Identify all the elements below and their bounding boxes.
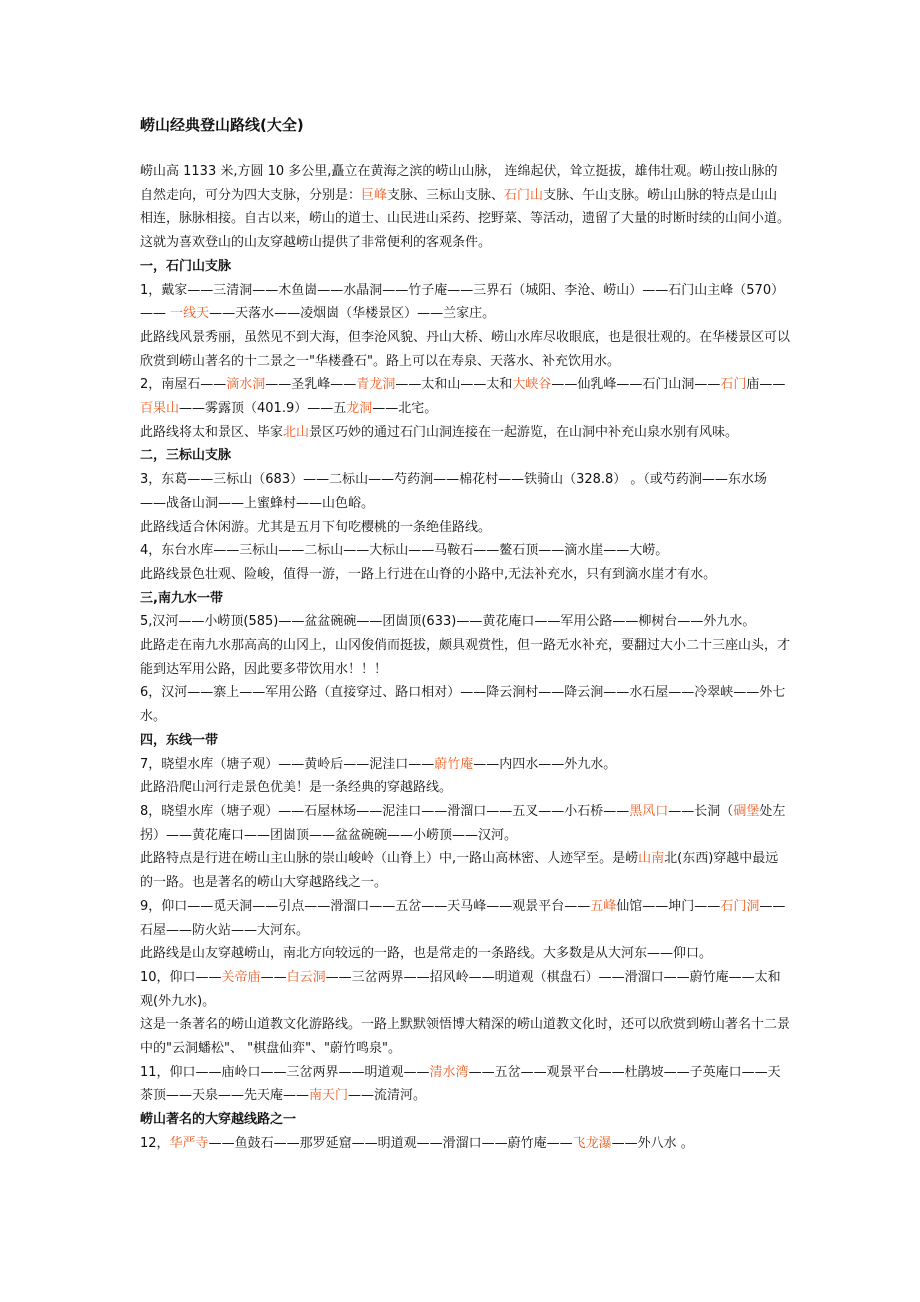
place-name-highlight: 山南: [638, 851, 665, 867]
text-segment: 支脉、午山支脉。崂山山脉的特点是山山相连，脉脉相接。自古以来，崂山的道士、山民进山采药、挖野菜、等活动，遗留了大量的时断时续的山间小道。这就为喜欢登山的山友穿越崂山提供了非常便利的客观条件。: [140, 187, 791, 251]
route-8: [140, 800, 790, 847]
text-segment: ——太和山——太和: [395, 377, 513, 393]
route-3-description: 此路线适合休闲游。尤其是五月下旬吃樱桃的一条绝佳路线。: [140, 519, 492, 535]
route-4-description: 此路线景色壮观、险峻，值得一游，一路上行进在山脊的小路中,无法补充水，只有到滴水崖才有水。: [140, 566, 717, 582]
place-name-highlight: 五峰: [590, 898, 617, 914]
text-segment: 崂山高 1133 米,方圆 10 多公里,矗立在黄海之滨的崂山山脉， 连绵起伏，耸立挺拔，雄伟壮观。崂山按山脉的自然走向，可分为四大支脉，分别是：: [140, 164, 778, 203]
route-9: [140, 895, 790, 942]
route-7-description: 此路沿爬山河行走景色优美！是一条经典的穿越路线。: [140, 780, 453, 796]
text-segment: ——石屋——防火站——大河东。: [140, 898, 786, 938]
text-segment: 支脉、三标山支脉、: [387, 187, 505, 203]
text-segment: ——仙乳峰——石门山洞——: [551, 377, 721, 393]
section-heading-shimenshan: 一，石门山支脉: [140, 258, 232, 274]
route-5-description: 此路走在南九水那高高的山冈上，山冈俊俏而挺拔，颇具观赏性，但一路无水补充，要翻过大小二十三座山头，才能到达军用公路，因此要多带饮用水！！！: [140, 638, 791, 677]
document-title: 崂山经典登山路线(大全): [140, 116, 304, 134]
place-name-highlight: 石门: [720, 377, 747, 393]
text-segment: 8，晓望水库（塘子观）——石屋林场——泥洼口——滑溜口——五叉——小石桥——: [140, 803, 630, 819]
route-4: 4，东台水库——三标山——二标山——大标山——马鞍石——鳌石顶——滴水崖——大崂。: [140, 543, 669, 559]
text-segment: 11，仰口——庙岭口——三岔两界——明道观——: [140, 1064, 430, 1080]
text-segment: ——内四水——外九水。: [473, 756, 617, 772]
route-2-description: [140, 421, 790, 445]
place-name-highlight: 黑风口: [629, 803, 669, 819]
route-10: [140, 966, 790, 1013]
section-heading-east-line: 四，东线一带: [140, 732, 219, 748]
place-name-highlight: 蔚竹庵: [434, 756, 474, 772]
section-heading-nanjiushui: 三,南九水一带: [140, 590, 223, 606]
place-name-highlight: 南天门: [309, 1088, 349, 1104]
text-segment: 北(东西)穿越中最远的一路。也是著名的崂山大穿越路线之一。: [140, 851, 779, 891]
place-name-highlight: 石门洞: [720, 898, 760, 914]
place-name-highlight: 大峡谷: [512, 377, 552, 393]
route-1-description: 此路线风景秀丽，虽然见不到大海，但李沧风貌、丹山大桥、崂山水库尽收眼底，也是很壮观的。在华楼景区可以欣赏到崂山著名的十二景之一"华楼叠石"。路上可以在寿泉、天落水、补充饮用水。: [140, 329, 791, 369]
text-segment: 10，仰口——: [140, 969, 222, 985]
route-5: 5,汉河——小崂顶(585)——盆盆碗碗——团崮顶(633)——黄花庵口——军用公路——柳树台——外九水。: [140, 614, 756, 630]
place-name-highlight: 清水湾: [429, 1064, 469, 1080]
place-name-highlight: 飞龙瀑: [572, 1135, 612, 1151]
place-name-highlight: 华严寺: [169, 1135, 209, 1151]
route-3: 3，东葛——三标山（683）——二标山——芍药涧——棉花村——铁骑山（328.8） 。（或芍药涧——东水场——战备山洞——上蜜蜂村——山色峪。: [140, 472, 767, 511]
place-name-highlight: 龙洞: [346, 401, 373, 417]
text-segment: ——: [260, 969, 287, 985]
text-segment: ——天落水——凌烟崮（华楼景区）——兰家庄。: [209, 306, 496, 322]
route-1: [140, 279, 790, 326]
place-name-highlight: 白云洞: [286, 969, 326, 985]
place-name-highlight: 滴水洞: [226, 377, 266, 393]
text-segment: 9，仰口——觅天洞——引点——滑溜口——五岔——天马峰——观景平台——: [140, 898, 591, 914]
section-heading-great-traverse: 崂山著名的大穿越线路之一: [140, 1112, 297, 1128]
text-segment: 1，戴家——三清洞——木鱼崮——水晶洞——竹子庵——三界石（城阳、李沧、崂山）——石门山主峰（570）——: [140, 282, 785, 322]
place-name-highlight: 石门山: [504, 187, 544, 203]
text-segment: 2，南屋石——: [140, 377, 227, 393]
route-7: [140, 753, 790, 777]
text-segment: ——圣乳峰——: [265, 377, 357, 393]
text-segment: 庙——: [746, 377, 786, 393]
intro-paragraph: [140, 160, 790, 255]
route-2: [140, 373, 790, 420]
text-segment: 此路特点是行进在崂山主山脉的崇山峻岭（山脊上）中,一路山高林密、人迹罕至。是崂: [140, 851, 639, 867]
text-segment: 仙馆——坤门——: [616, 898, 721, 914]
text-segment: ——长洞（: [668, 803, 734, 819]
text-segment: 景区巧妙的通过石门山洞连接在一起游览，在山洞中补充山泉水别有风味。: [309, 424, 739, 440]
place-name-highlight: 百果山: [140, 401, 180, 417]
place-name-highlight: 碉堡: [733, 803, 760, 819]
route-12: [140, 1132, 790, 1156]
section-heading-sanbiaoshan: 二，三标山支脉: [140, 448, 232, 464]
text-segment: 此路线将太和景区、毕家: [140, 424, 284, 440]
place-name-highlight: 关帝庙: [221, 969, 261, 985]
route-6: 6，汉河——寨上——军用公路（直接穿过、路口相对）——降云涧村——降云涧——水石屋——冷翠峡——外七水。: [140, 685, 786, 725]
place-name-highlight: 巨峰: [361, 187, 388, 203]
text-segment: ——五岔——观景平台——杜鹃坡——子英庵口——天茶顶——天泉——先天庵——: [140, 1064, 781, 1104]
text-segment: ——鱼鼓石——那罗延窟——明道观——滑溜口——蔚竹庵——: [208, 1135, 573, 1151]
text-segment: 处左拐）——黄花庵口——团崮顶——盆盆碗碗——小崂顶——汉河。: [140, 803, 786, 843]
text-segment: ——雾露顶（401.9）——五: [179, 401, 347, 417]
text-segment: ——北宅。: [372, 401, 438, 417]
place-name-highlight: 一线天: [170, 306, 210, 322]
route-10-description: 这是一条著名的崂山道教文化游路线。一路上默默领悟博大精深的崂山道教文化时，还可以欣赏到崂山著名十二景中的"云洞蟠松"、 "棋盘仙弈"、"蔚竹鸣泉"。: [140, 1017, 791, 1057]
place-name-highlight: 北山: [283, 424, 310, 440]
text-segment: 12，: [140, 1135, 170, 1151]
route-11: [140, 1061, 790, 1108]
place-name-highlight: 青龙洞: [356, 377, 396, 393]
text-segment: 7，晓望水库（塘子观）——黄岭后——泥洼口——: [140, 756, 435, 772]
document-body: [140, 160, 790, 1156]
text-segment: ——流清河。: [348, 1088, 427, 1104]
text-segment: ——外八水 。: [611, 1135, 694, 1151]
text-segment: ——三岔两界——招风岭——明道观（棋盘石）——滑溜口——蔚竹庵——太和观(外九水)。: [140, 969, 781, 1009]
route-8-description: [140, 847, 790, 894]
route-9-description: 此路线是山友穿越崂山，南北方向较远的一路，也是常走的一条路线。大多数是从大河东——仰口。: [140, 946, 713, 962]
